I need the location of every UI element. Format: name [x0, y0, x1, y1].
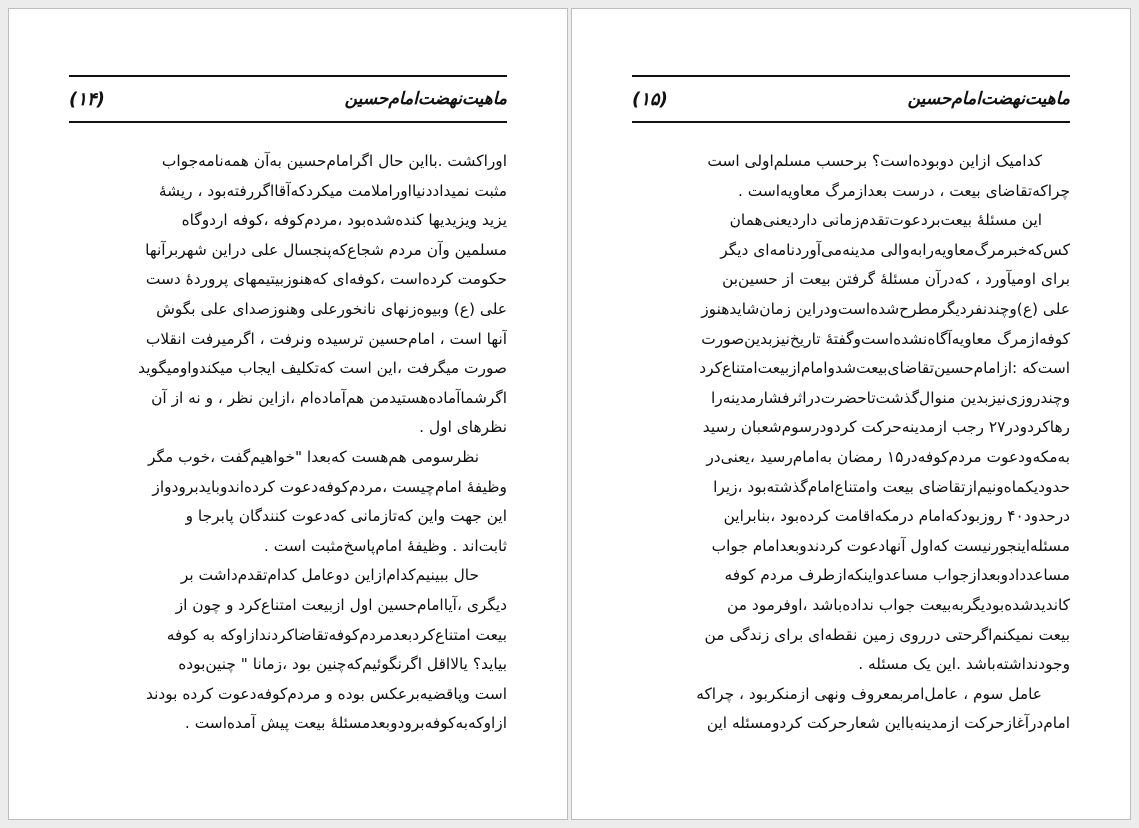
page-number: (۱۴) — [69, 88, 105, 110]
text-line: حدودیکماه‌ونیم‌ازتقاضای بیعت وامتناع‌امام‌گذشته‌بود ،زیرا — [713, 477, 1070, 496]
text-line: وظیفهٔ امام‌چیست ،مردم‌کوفه‌دعوت کرده‌اندوبایدبرودواز — [152, 477, 507, 496]
page-header — [632, 75, 1070, 123]
text-line: علی (ع) وبیوه‌زنهای نانخورعلی وهنوزصدای علی بگوش — [156, 299, 507, 318]
left-page — [8, 8, 568, 820]
text-line: علی (ع)وچندنفردیگرمطرح‌شده‌است‌ودراین زمان‌شایدهنوز — [701, 299, 1070, 318]
text-line: حکومت کرده‌است ،کوفه‌ای که‌هنوزبیتیمهای پروردهٔ دست — [145, 270, 507, 289]
text-line: نظرسومی هم‌هست که‌بعدا "خواهیم‌گفت ،خوب مگر — [148, 447, 479, 466]
text-line: اوراکشت .بااین حال اگرامام‌حسین به‌آن همه‌نامه‌جواب — [161, 152, 507, 170]
text-line: امام‌درآغازحرکت ازمدینه‌بااین شعارحرکت کردومسئله این — [706, 714, 1070, 733]
text-line: این مسئلهٔ بیعت‌بردعوت‌تقدم‌زمانی داردیعنی‌همان — [729, 211, 1042, 230]
text-line: مساعددادوبعدازجواب مساعدواینکه‌ازطرف مردم کوفه — [724, 566, 1070, 585]
text-line: کس‌که‌خبرمرگ‌معاویه‌رابه‌والی مدینه‌می‌آوردنامه‌ای دیگر — [720, 240, 1070, 259]
text-line: وچندروزی‌نیزبدین منوال‌گذشت‌تاحضرت‌دراثرفشارمدینه‌را — [711, 388, 1070, 407]
text-line: کوفه‌ازمرگ معاویه‌آگاه‌نشده‌است‌وگفتهٔ تاریخ‌نیزبدین‌صورت — [701, 329, 1070, 348]
text-line: به‌مکه‌ودعوت مردم‌کوفه‌در۱۵ رمضان به‌امام‌رسید ،یعنی‌در — [706, 447, 1070, 466]
text-line: عامل سوم ، عامل‌امربمعروف ونهی ازمنکربود ، چراکه — [696, 684, 1042, 703]
text-line: این جهت واین که‌تازمانی که‌دعوت کنندگان پابرجا و — [185, 507, 507, 526]
text-line: نظرهای اول . — [419, 418, 507, 437]
text-line: بیاید؟ یالااقل اگرنگوئیم‌که‌چنین بود ،زمانا " چنین‌بوده — [178, 655, 507, 674]
text-line: یزید ویزیدیها کنده‌شده‌بود ،مردم‌کوفه ،کوفه اردوگاه — [181, 211, 507, 230]
text-line: ثابت‌اند . وظیفهٔ امام‌پاسخ‌مثبت است . — [263, 536, 507, 555]
text-line: برای اومیآورد ، که‌درآن مسئلهٔ گرفتن بیعت از حسین‌بن — [722, 270, 1070, 289]
text-line: بیعت نمیکنم‌اگرحتی درروی زمین نقطه‌ای برای زندگی من — [704, 625, 1070, 644]
page-body-text — [69, 147, 507, 739]
text-line: چراکه‌تقاضای بیعت ، درست بعدازمرگ معاویه‌است . — [737, 181, 1070, 200]
text-line: وجودنداشته‌باشد .این یک مسئله . — [858, 655, 1070, 674]
text-line: است‌که :ازامام‌حسین‌تقاضای‌بیعت‌شدوامام‌ازبیعت‌امتناع‌کرد — [699, 359, 1070, 378]
text-line: است وپاقضیه‌برعکس بوده و مردم‌کوفه‌دعوت کرده بودند — [146, 684, 507, 703]
text-line: درحدود۴۰ روزبودکه‌امام درمکه‌اقامت کرده‌بود ،بنابراین — [723, 507, 1070, 526]
right-page — [571, 8, 1131, 820]
text-line: اگرشماآماده‌هستیدمن هم‌آماده‌ام ،ازاین نظر ، و نه از آن — [151, 388, 507, 407]
text-line: صورت میگرفت ،این است که‌تکلیف ایجاب میکندواومیگوید — [138, 359, 507, 378]
page-body-text — [632, 147, 1070, 739]
text-line: کاندیدشده‌بودیگربه‌بیعت جواب نداده‌باشد ،اوفرمود من — [727, 595, 1070, 614]
text-line: مسلمین وآن مردم شجاع‌که‌پنجسال علی دراین شهربرآنها — [145, 240, 507, 259]
text-line: آنها است ، امام‌حسین ترسیده ونرفت ، اگرمیرفت انقلاب — [145, 329, 507, 348]
text-line: مسئله‌اینجورنیست که‌اول آنهادعوت کردندوبعدامام جواب — [711, 536, 1070, 555]
text-line: حال ببینیم‌کدام‌ازاین دوعامل کدام‌تقدم‌داشت بر — [180, 566, 479, 585]
running-title: ماهیت‌نهضت‌امام‌حسین — [907, 89, 1070, 109]
running-title: ماهیت‌نهضت‌امام‌حسین — [344, 89, 507, 109]
page-header — [69, 75, 507, 123]
text-line: ازاوکه‌به‌کوفه‌برودوبعدمسئلهٔ بیعت پیش آمده‌است . — [184, 714, 507, 733]
text-line: بیعت امتناع‌کردبعدمردم‌کوفه‌تقاضاکردندازاوکه به کوفه — [166, 625, 507, 644]
text-line: دیگری ،آیاامام‌حسین اول ازبیعت امتناع‌کرد و چون از — [175, 595, 507, 614]
text-line: مثبت نمیداددنیااوراملامت میکردکه‌آقااگررفته‌بود ، ریشهٔ — [158, 181, 507, 200]
text-line: کدامیک ازاین دوبوده‌است؟ برحسب مسلم‌اولی است — [707, 152, 1042, 170]
page-number: (۱۵) — [632, 88, 668, 110]
text-line: رهاکردودر۲۷ رجب ازمدینه‌حرکت کردودرسوم‌شعبان رسید — [702, 418, 1070, 437]
